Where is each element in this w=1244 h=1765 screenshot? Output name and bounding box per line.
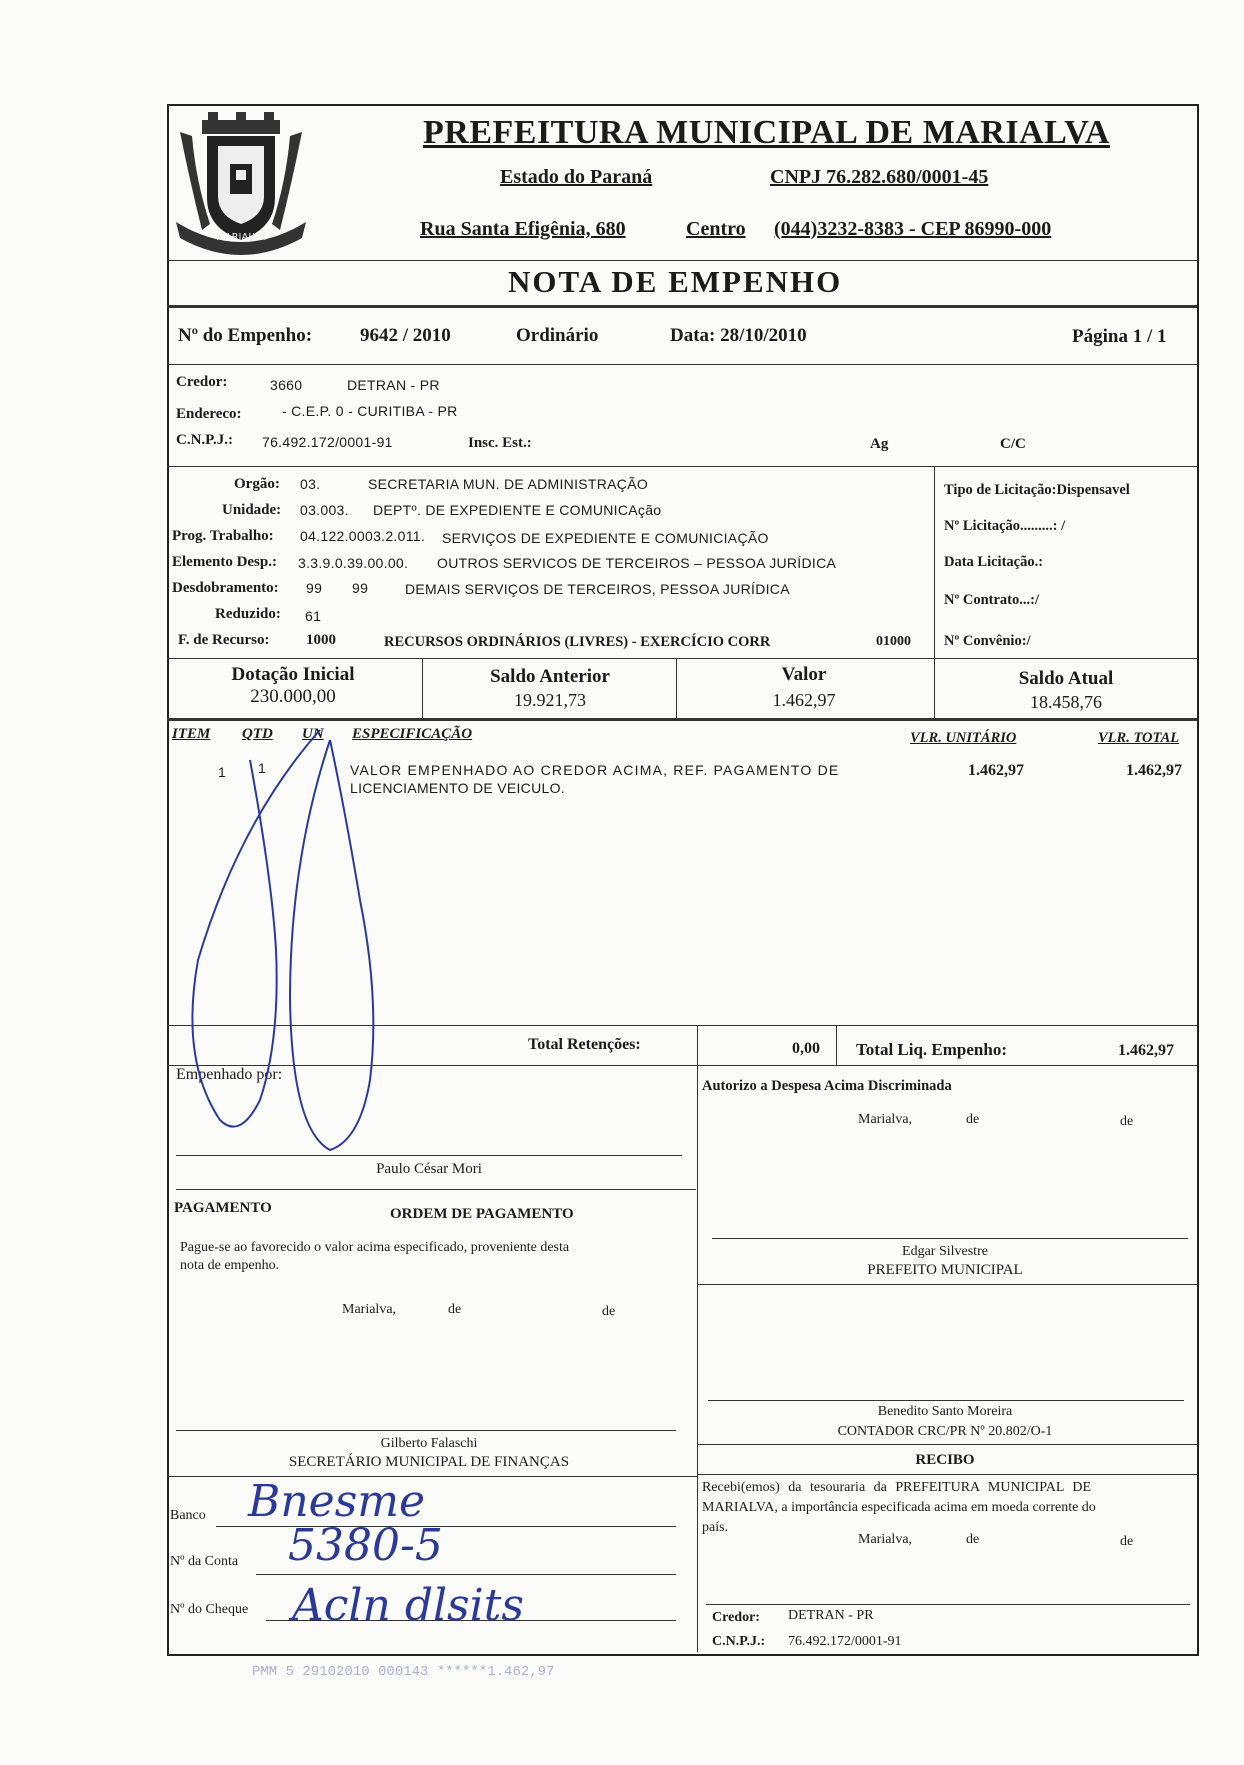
valor-label: Valor: [781, 664, 827, 685]
col-header-vlr-unitario: VLR. UNITÁRIO: [910, 730, 1017, 746]
phone-cep-label: (044)3232-8383 - CEP 86990-000: [774, 218, 1052, 240]
pagamento-label: PAGAMENTO: [174, 1200, 272, 1216]
numero-convenio: Nº Convênio:/: [944, 633, 1031, 649]
state-label: Estado do Paraná: [500, 166, 653, 188]
ag-label: Ag: [870, 436, 889, 452]
contador-name: Benedito Santo Moreira: [877, 1404, 1013, 1419]
col-header-vlr-total: VLR. TOTAL: [1098, 730, 1180, 746]
recibo-cnpj-value: 76.492.172/0001-91: [788, 1634, 902, 1649]
banco-label: Banco: [170, 1508, 206, 1523]
orgao-label: Orgão:: [234, 476, 280, 492]
prefeitura-title: PREFEITURA MUNICIPAL DE MARIALVA: [423, 114, 1110, 151]
autorizo-label: Autorizo a Despesa Acima Discriminada: [702, 1078, 952, 1094]
prog-trabalho-code: 04.122.0003.2.011.: [300, 528, 426, 544]
recibo-text-line-2: MARIALVA, a importância especificada acima em moeda corrente do: [702, 1500, 1096, 1515]
document-title: NOTA DE EMPENHO: [508, 264, 843, 299]
prefeito-name: Edgar Silvestre: [902, 1244, 988, 1259]
empenho-number: 9642 / 2010: [360, 325, 451, 346]
mechanical-stamp: PMM 5 29102010 000143 ******1.462,97: [252, 1664, 555, 1680]
table-row-unit-value: 1.462,97: [968, 762, 1024, 779]
unidade-name: DEPTº. DE EXPEDIENTE E COMUNICAção: [373, 502, 662, 518]
endereco-value: - C.E.P. 0 - CURITIBA - PR: [282, 403, 458, 419]
autorizo-de-2: de: [1120, 1114, 1134, 1129]
dotacao-inicial-value: 230.000,00: [250, 686, 336, 707]
table-row-desc-line-1: VALOR EMPENHADO AO CREDOR ACIMA, REF. PAGAMENTO DE: [350, 762, 840, 778]
elemento-desp-name: OUTROS SERVICOS DE TERCEIROS – PESSOA JURÍDICA: [437, 555, 837, 571]
cheque-label: Nº do Cheque: [170, 1602, 249, 1617]
recibo-de-2: de: [1120, 1534, 1134, 1549]
desdobramento-code-2: 99: [352, 580, 369, 596]
orgao-name: SECRETARIA MUN. DE ADMINISTRAÇÃO: [368, 476, 649, 492]
reduzido-label: Reduzido:: [215, 606, 281, 622]
banco-handwritten: Bnesme: [248, 1476, 426, 1527]
cnpj-credor-label: C.N.P.J.:: [176, 432, 233, 448]
recibo-de-1: de: [966, 1532, 980, 1547]
pagamento-de-2: de: [602, 1304, 616, 1319]
fonte-recurso-label: F. de Recurso:: [178, 632, 270, 648]
cnpj-label: CNPJ 76.282.680/0001-45: [770, 166, 989, 188]
table-row-desc-line-2: LICENCIAMENTO DE VEICULO.: [350, 780, 565, 796]
recibo-place: Marialva,: [858, 1532, 913, 1547]
contador-role: CONTADOR CRC/PR Nº 20.802/O-1: [837, 1424, 1053, 1439]
conta-label: Nº da Conta: [170, 1554, 239, 1569]
cc-label: C/C: [1000, 436, 1026, 452]
cnpj-credor-value: 76.492.172/0001-91: [262, 434, 393, 450]
pagamento-text-line-1: Pague-se ao favorecido o valor acima especificado, proveniente desta: [180, 1240, 570, 1255]
unidade-code: 03.003.: [300, 502, 349, 518]
total-liquido-label: Total Liq. Empenho:: [856, 1040, 1007, 1059]
desdobramento-name: DEMAIS SERVIÇOS DE TERCEIROS, PESSOA JURÍDICA: [405, 581, 790, 597]
page-number: Página 1 / 1: [1072, 326, 1167, 347]
numero-licitacao: Nº Licitação.........: /: [944, 518, 1066, 534]
table-row-qtd: 1: [258, 760, 267, 776]
desdobramento-label: Desdobramento:: [172, 580, 279, 596]
dotacao-inicial-label: Dotação Inicial: [231, 664, 355, 685]
saldo-anterior-value: 19.921,73: [514, 690, 586, 710]
insc-est-label: Insc. Est.:: [468, 435, 532, 451]
secretario-role: SECRETÁRIO MUNICIPAL DE FINANÇAS: [288, 1454, 570, 1470]
fonte-recurso-code: 1000: [306, 632, 336, 648]
credor-name: DETRAN - PR: [347, 377, 440, 393]
credor-code: 3660: [270, 377, 303, 393]
recibo-text-line-1: Recebi(emos) da tesouraria da PREFEITURA MUNICIPAL DE: [702, 1480, 1092, 1495]
recibo-text-line-3: país.: [702, 1520, 729, 1535]
pagamento-text-line-2: nota de empenho.: [180, 1258, 280, 1273]
pagamento-de-1: de: [448, 1302, 462, 1317]
valor-value: 1.462,97: [772, 690, 836, 710]
empenho-type: Ordinário: [516, 325, 599, 346]
tipo-licitacao: Tipo de Licitação:Dispensavel: [944, 482, 1130, 498]
autorizo-place: Marialva,: [858, 1112, 913, 1127]
svg-text:MARIALVA: MARIALVA: [216, 232, 266, 243]
col-header-item: ITEM: [172, 726, 211, 742]
recibo-cnpj-label: C.N.P.J.:: [712, 1634, 766, 1649]
prog-trabalho-label: Prog. Trabalho:: [172, 528, 274, 544]
secretario-name: Gilberto Falaschi: [380, 1436, 478, 1451]
prefeito-role: PREFEITO MUNICIPAL: [867, 1262, 1023, 1278]
data-licitacao: Data Licitação.:: [944, 554, 1044, 570]
col-header-especificacao: ESPECIFICAÇÃO: [352, 726, 473, 742]
unidade-label: Unidade:: [222, 502, 282, 518]
recibo-credor-label: Credor:: [712, 1610, 760, 1625]
prog-trabalho-name: SERVIÇOS DE EXPEDIENTE E COMUNICIAÇÃO: [442, 530, 769, 546]
elemento-desp-code: 3.3.9.0.39.00.00.: [298, 555, 409, 571]
total-retencoes-label: Total Retenções:: [528, 1036, 641, 1053]
numero-contrato: Nº Contrato...:/: [944, 592, 1039, 608]
table-row-item: 1: [218, 764, 227, 780]
saldo-anterior-label: Saldo Anterior: [490, 666, 610, 687]
address-label: Rua Santa Efigênia, 680: [420, 218, 626, 240]
saldo-atual-label: Saldo Atual: [1018, 668, 1114, 689]
empenho-date: Data: 28/10/2010: [670, 325, 807, 346]
recibo-credor-value: DETRAN - PR: [788, 1608, 874, 1623]
desdobramento-code-1: 99: [306, 580, 323, 596]
fonte-recurso-name: RECURSOS ORDINÁRIOS (LIVRES) - EXERCÍCIO CORR: [384, 634, 771, 650]
col-header-qtd: QTD: [242, 726, 273, 742]
empenhado-por-label: Empenhado por:: [176, 1066, 283, 1083]
conta-handwritten: 5380-5: [288, 1520, 443, 1571]
empenhado-por-name: Paulo César Mori: [376, 1161, 482, 1177]
total-liquido-value: 1.462,97: [1118, 1042, 1174, 1059]
empenho-number-label: Nº do Empenho:: [178, 325, 313, 346]
district-label: Centro: [686, 218, 746, 240]
ordem-pagamento-label: ORDEM DE PAGAMENTO: [390, 1206, 574, 1222]
cheque-handwritten: Acln dlsits: [292, 1580, 524, 1631]
endereco-label: Endereco:: [176, 406, 242, 422]
total-retencoes-value: 0,00: [792, 1040, 820, 1057]
recibo-label: RECIBO: [915, 1452, 975, 1468]
signature-scribble: [180, 700, 440, 1160]
saldo-atual-value: 18.458,76: [1030, 692, 1102, 712]
reduzido-value: 61: [305, 608, 322, 624]
pagamento-place: Marialva,: [342, 1302, 397, 1317]
col-header-un: UN: [302, 726, 324, 742]
fonte-recurso-number: 01000: [876, 634, 911, 649]
credor-label: Credor:: [176, 374, 228, 390]
elemento-desp-label: Elemento Desp.:: [172, 554, 277, 570]
table-row-total-value: 1.462,97: [1126, 762, 1182, 779]
autorizo-de-1: de: [966, 1112, 980, 1127]
orgao-code: 03.: [300, 476, 321, 492]
